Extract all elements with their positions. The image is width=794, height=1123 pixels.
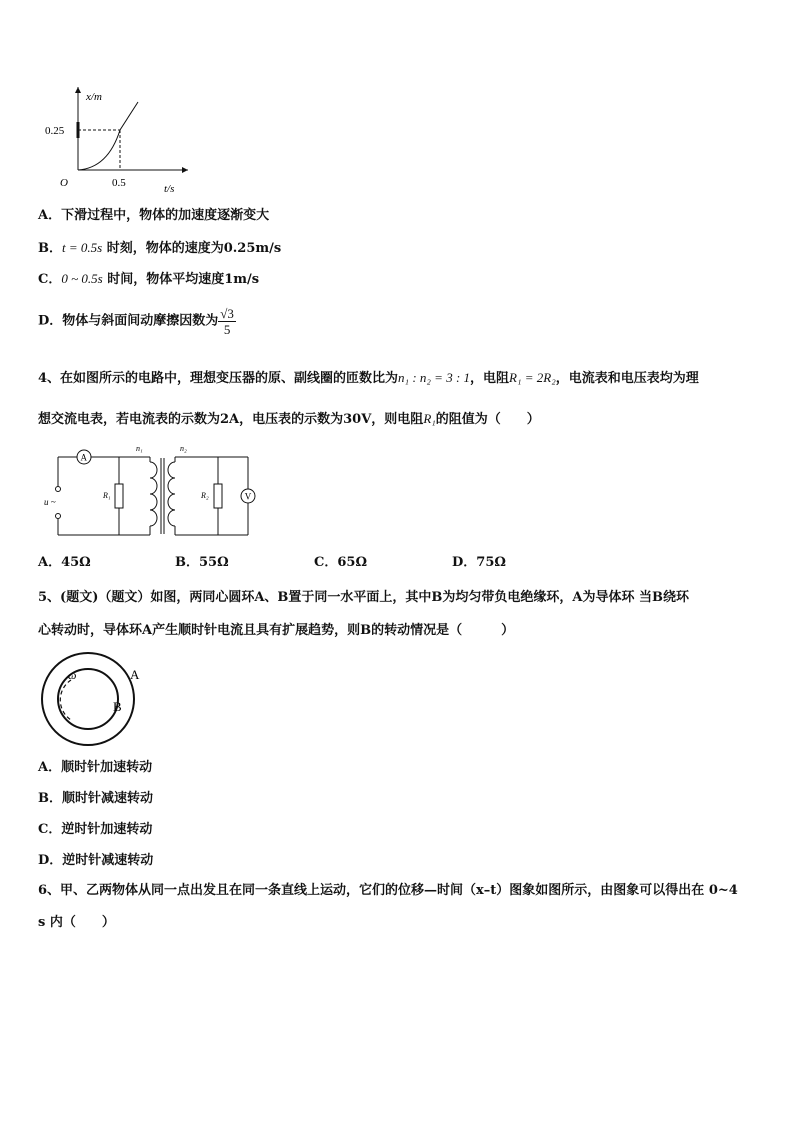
q3-option-d	[38, 306, 236, 337]
source-terminal-bottom	[56, 514, 61, 519]
resistor-r1	[115, 484, 123, 508]
q3-option-d-fraction	[218, 306, 236, 337]
xt-ylabel: x/m	[86, 91, 102, 103]
n2-label: n₂	[180, 444, 187, 453]
concentric-rings-figure	[38, 652, 148, 750]
q4-stem-line2	[38, 411, 540, 428]
q4-r1-math: R₁	[423, 411, 436, 426]
q3-option-c-prefix: C．	[38, 272, 62, 287]
q4-option-c: C．65Ω	[314, 555, 368, 570]
q4-option-a: A．45Ω	[38, 555, 91, 570]
q4-ratio-math: n₁ : n₂ = 3 : 1	[398, 370, 471, 385]
q4-stem-line1	[38, 370, 699, 387]
n1-label: n₁	[136, 444, 143, 453]
q5-option-c: C．逆时针加速转动	[38, 822, 153, 837]
q4-text-e: 的阻值为（ ）	[435, 412, 540, 427]
q3-option-b	[38, 240, 281, 257]
xt-graph	[38, 82, 198, 194]
q5-stem-line1: 5、(题文)（题文）如图，两同心圆环A、B置于同一水平面上，其中B为均匀带负电绝缘环，A为导体环 当B绕环	[38, 590, 690, 605]
ring-b-label: B	[113, 699, 122, 714]
q4-text-b: ，电阻	[470, 371, 510, 386]
xt-xtick: 0.5	[112, 177, 126, 189]
q3-option-b-suffix: 时刻，物体的速度为0.25m/s	[102, 241, 282, 256]
q4-text-a: 4、在如图所示的电路中，理想变压器的原、副线圈的匝数比为	[38, 371, 399, 386]
omega-label: ω	[68, 668, 77, 682]
voltmeter-label: V	[244, 491, 252, 502]
q4-text-c: ，电流表和电压表均为理	[555, 371, 699, 386]
q3-option-c	[38, 271, 259, 288]
q3-option-d-prefix: D．物体与斜面间动摩擦因数为	[38, 313, 219, 329]
r2-label: R₂	[201, 491, 209, 500]
transformer-circuit	[40, 440, 262, 540]
q3-option-d-numerator: √3	[220, 306, 234, 321]
q5-option-d: D．逆时针减速转动	[38, 853, 154, 868]
q5-stem-line2: 心转动时，导体环A产生顺时针电流且具有扩展趋势，则B的转动情况是（ ）	[38, 623, 515, 638]
q6-stem-line1: 6、甲、乙两物体从同一点出发且在同一条直线上运动，它们的位移—时间（x–t）图象如图所示，由图象可以得出在 0~4	[38, 883, 738, 898]
q5-option-a: A．顺时针加速转动	[38, 760, 153, 775]
q6-stem-line2: s 内（ ）	[38, 915, 115, 930]
primary-coil	[150, 462, 157, 526]
xt-ytick: 0.25	[45, 125, 65, 137]
q3-option-b-prefix: B．	[38, 241, 62, 256]
ammeter-label: A	[80, 452, 87, 463]
q3-option-d-denominator: 5	[223, 322, 231, 337]
q4-text-d: 想交流电表，若电流表的示数为2A，电压表的示数为30V，则电阻	[38, 412, 424, 427]
xt-origin: O	[60, 177, 68, 189]
q4-option-d: D．75Ω	[452, 555, 506, 570]
q4-resistor-math: R₁ = 2R₂	[509, 370, 556, 385]
q3-option-c-suffix: 时间，物体平均速度1m/s	[102, 272, 260, 287]
r1-label: R₁	[103, 491, 111, 500]
q4-option-b: B．55Ω	[175, 555, 229, 570]
q3-option-b-math: t = 0.5s	[62, 240, 103, 255]
secondary-coil	[168, 462, 175, 526]
ring-b	[58, 669, 118, 729]
resistor-r2	[214, 484, 222, 508]
ring-a-label: A	[130, 667, 140, 682]
source-terminal-top	[56, 487, 61, 492]
q3-option-c-math: 0 ~ 0.5s	[61, 271, 103, 286]
source-label: u ~	[44, 497, 56, 507]
q3-option-a: A．下滑过程中，物体的加速度逐渐变大	[38, 208, 270, 223]
q5-option-b: B．顺时针减速转动	[38, 791, 153, 806]
xt-xlabel: t/s	[164, 183, 175, 194]
